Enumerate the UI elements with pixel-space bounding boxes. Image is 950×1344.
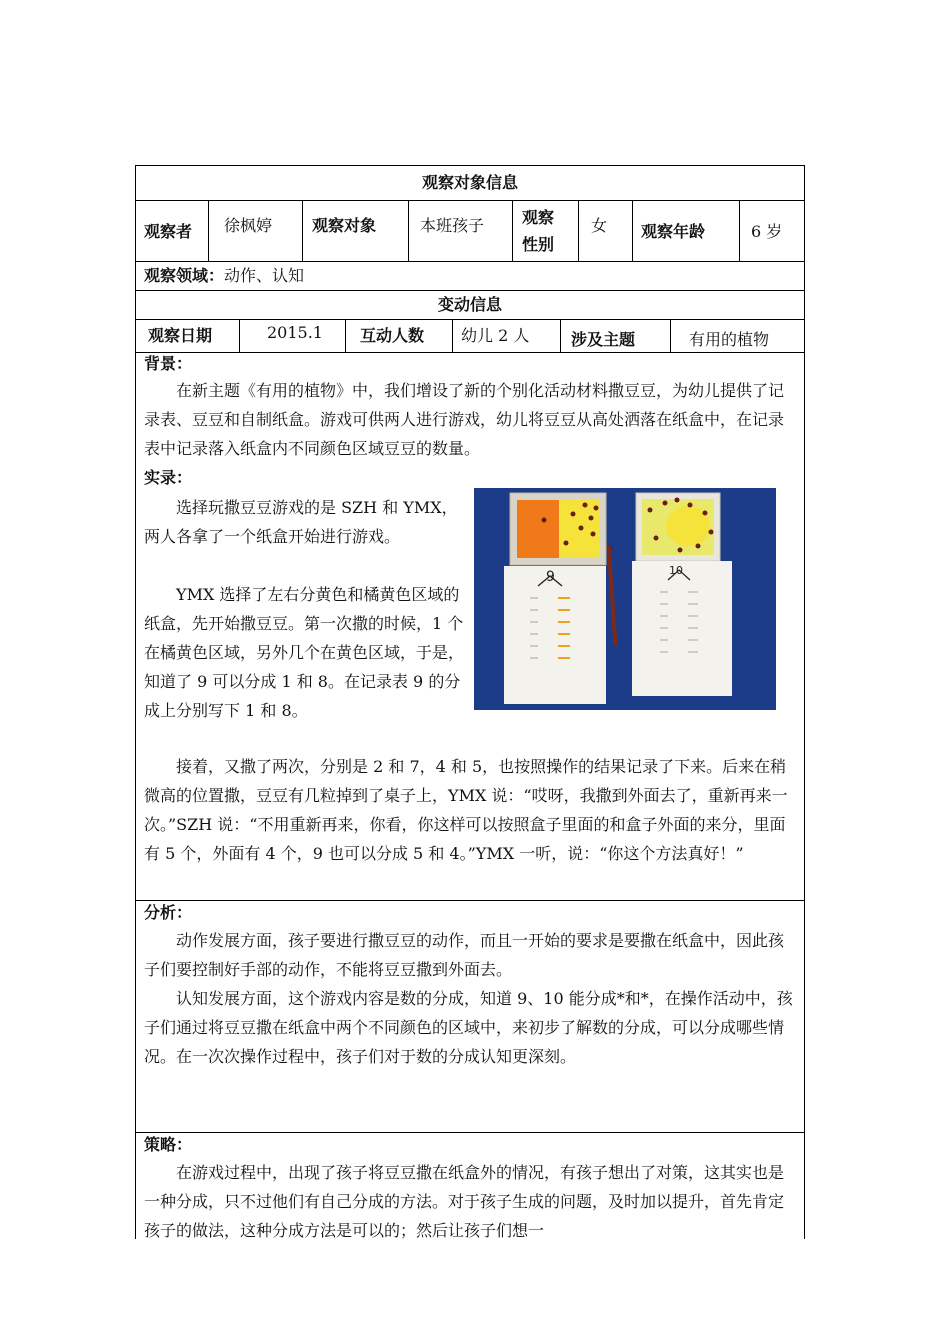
- background-record-row: [136, 353, 804, 901]
- subject-label: 观察对象: [303, 201, 409, 261]
- theme-label: 涉及主题: [561, 320, 671, 352]
- photo-number-left: 9: [546, 569, 555, 585]
- age-label: 观察年龄: [633, 201, 740, 261]
- strategy-label: 策略：: [144, 1135, 193, 1154]
- photo-number-right: 10: [669, 564, 683, 577]
- change-info-row: [136, 320, 804, 353]
- record-paragraph-1: 选择玩撒豆豆游戏的是 SZH 和 YMX，两人各拿了一个纸盒开始进行游戏。: [144, 498, 458, 546]
- age-value: 6 岁: [751, 222, 783, 241]
- gender-label: [513, 201, 579, 261]
- analysis-paragraph-1: 动作发展方面，孩子要进行撒豆豆的动作，而且一开始的要求是要撒在纸盒中，因此孩子们要控制好手部的动作，不能将豆豆撒到外面去。: [144, 931, 785, 979]
- subject-value: 本班孩子: [409, 201, 513, 261]
- people-value: 幼儿 2 人: [453, 320, 561, 352]
- change-title-row: [136, 291, 804, 320]
- record-label: 实录：: [144, 468, 193, 487]
- date-label: 观察日期: [136, 320, 240, 352]
- observer-label: 观察者: [136, 201, 209, 261]
- strategy-row: [136, 1133, 804, 1240]
- activity-photo: [474, 488, 776, 710]
- gender-value: 女: [579, 201, 633, 261]
- people-label: 互动人数: [346, 320, 453, 352]
- date-value: 2015.1: [240, 320, 346, 352]
- domain-row: [136, 262, 804, 291]
- observer-value: 徐枫婷: [209, 201, 303, 261]
- info-row: [136, 201, 804, 262]
- analysis-paragraph-2: 认知发展方面，这个游戏内容是数的分成，知道 9、10 能分成*和*，在操作活动中，孩子们通过将豆豆撒在纸盒中两个不同颜色的区域中，来初步了解数的分成，可以分成哪些情况。在一次次操作过程中，孩子们对于数的分成认知更深刻。: [144, 989, 793, 1066]
- table-title: 观察对象信息: [421, 173, 518, 192]
- header-row: [136, 166, 804, 201]
- analysis-label: 分析：: [144, 903, 193, 922]
- record-paragraph-2: YMX 选择了左右分黄色和橘黄色区域的纸盒，先开始撒豆豆。第一次撒的时候，1 个在橘黄色区域，另外几个在黄色区域，于是，知道了 9 可以分成 1 和 8。在记录表 9 的分成上分别写下 1 和 8。: [144, 585, 465, 720]
- background-label: 背景：: [144, 354, 193, 373]
- analysis-row: [136, 901, 804, 1133]
- domain-value: 动作、认知: [224, 266, 305, 285]
- record-paragraph-3: 接着，又撒了两次，分别是 2 和 7，4 和 5，也按照操作的结果记录了下来。后来在稍微高的位置撒，豆豆有几粒掉到了桌子上，YMX 说：“哎呀，我撒到外面去了，重新再来一次。”SZH 说：“不用重新再来，你看，你这样可以按照盒子里面的和盒子外面的来分，里面有 5 个，外面有 4 个，9 也可以分成 5 和 4。”YMX 一听，说：“你这个方法真好！”: [144, 757, 788, 863]
- domain-label: 观察领域：: [144, 266, 225, 285]
- strategy-paragraph-1: 在游戏过程中，出现了孩子将豆豆撒在纸盒外的情况，有孩子想出了对策，这其实也是一种分成，只不过他们有自己分成的方法。对于孩子生成的问题，及时加以提升，首先肯定孩子的做法，这种分成方法是可以的；然后让孩子们想一: [144, 1163, 785, 1240]
- theme-value: 有用的植物: [689, 330, 770, 349]
- change-title: 变动信息: [437, 295, 502, 314]
- background-text: 在新主题《有用的植物》中，我们增设了新的个别化活动材料撒豆豆，为幼儿提供了记录表、豆豆和自制纸盒。游戏可供两人进行游戏，幼儿将豆豆从高处洒落在纸盒中，在记录表中记录落入纸盒内不同颜色区域豆豆的数量。: [144, 381, 785, 458]
- gender-label-line-1: 观察: [522, 208, 555, 227]
- observation-table: [135, 165, 805, 1239]
- activity-photo-illustration: [474, 488, 776, 710]
- gender-label-line-2: 性别: [522, 235, 555, 254]
